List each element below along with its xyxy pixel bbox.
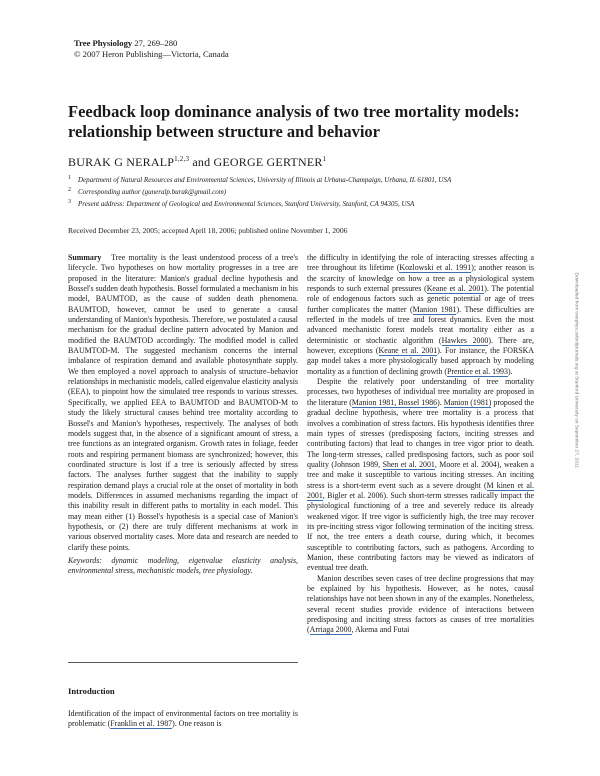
journal-header [74,38,229,60]
journal-name: Tree Physiology [74,38,133,48]
text-run: proposed the gradual decline hypothesis, where tree mortality is a process that involves a combination of stress factors. His hypothesis identifies three main types of stresses (predisposing factors, inciting stresses and contributing factors) that lead to changes in tree vigor prior to death. The long-term stresses, called predisposing factors, such as poor soil quality (Johnson 1989, [307,397,534,469]
intro-heading: Introduction [68,686,115,696]
right-column [307,253,534,636]
intro-text-1: Identification of the impact of environmental factors on tree mortality is problematic ( [68,708,298,729]
author-2-sup: 1 [322,155,327,163]
abstract [68,253,298,553]
paper-title: Feedback loop dominance analysis of two tree mortality models: relationship between structure and behavior [68,102,520,141]
text-run: , Moore et al. 2004), weaken a tree and make it susceptible to various inciting stresses. An inciting stress is a short-term event such as a severe drought ( [307,459,534,490]
citation-link[interactable]: Kozlowski et al. 1991 [399,263,472,273]
citation-link[interactable]: Franklin et al. 1987 [110,719,173,729]
author-1-sup: 1,2,3 [174,155,190,163]
author-line [68,155,326,170]
text-run: ). The potential role of endogenous factors such as genetic potential or age of trees further complicates the matter ( [307,284,535,314]
intro-text [68,701,298,737]
text-run: ); another reason is the scarcity of knowledge on how a tree as a physiological system responds to such external pressures ( [307,263,534,294]
text-run: Manion describes seven cases of tree decline progressions that may be explained by his hypothesis. However, as he notes, causal relationships have not been shown in any of the examples. Nonetheless, several recent studies provide evidence of interactions between predisposing and inciting stress factors as causes of tree mortalities ( [307,573,534,635]
download-stamp [571,270,581,610]
abstract-column [68,253,298,577]
affiliation-num: 2 [68,187,71,193]
author-2: and GEORGE GERTNER [189,155,323,169]
received-dates: Received December 23, 2005; accepted April 18, 2006; published online November 1, 2006 [68,226,348,235]
text-run: ). [437,397,444,407]
author-1: BURAK G NERALP [68,155,175,169]
keywords: Keywords: dynamic modeling, eigenvalue elasticity analysis, environmental stress, mechanistic models, tree physiology. [68,555,298,576]
text-run: the difficulty in identifying the role of interacting stresses affecting a tree throughout its lifetime ( [307,253,534,273]
citation-link[interactable]: Keane et al. 2001 [426,284,485,294]
affiliation-3 [68,200,538,209]
citation-link[interactable]: Keane et al. 2001 [378,346,438,356]
journal-volume: 27, 269–280 [132,38,178,48]
paragraph [307,574,534,636]
abstract-text: Tree mortality is the least understood process of a tree's lifecycle. Two hypotheses on how mortality progresses in a tree are proposed in the literature: Manion's gradual decline hypothesis and Bossel's sudden death hypothesis. Bossel formulated a mechanism in his model, BAUMTOD, as the cause of sudden death phenomena. BAUMTOD, however, cannot be used to generate a causal understanding of Manion's hypothesis. Therefore, we postulated a causal mechanism for the gradual decline pattern advocated by Manion and modified the BAUMTOD accordingly. The modified model is called BAUMTOD-M. The suggested mechanism concerns the internal imbalance of respiration demand and available photosynthate supply. We then employed a novel approach to analysis of structure–behavior relationships in mechanistic models, called eigenvalue elasticity analysis (EEA), to pinpoint how the simulated tree responds to various stresses. Specifically, we applied EEA to BAUMTOD and BAUMTOD-M to study the likely structural causes behind tree mortality according to Bossel's and Manion's hypotheses, respectively. The analyses of both models suggest that, in the absence of a significant amount of stress, a tree functions as an integrated organism. Growth rates in foliage, feeder roots and respiring permanent biomass are synchronized; however, this coordinated structure is lost if a tree is seriously affected by stress factors. The analyses further suggest that the inability to supply respiration demand plays a crucial role at the onset of mortality in both models. Differences in assumed mechanisms regarding the impact of this inability result in different paths to mortality in each model. This may mean either (1) Bossel's hypothesis is a special case of Manion's hypothesis, or (2) there are truly different mechanisms at work in various observed mortality cases. More data and research are needed to clarify these points. [68,253,299,552]
text-run: ). These difficulties are reflected in the models of tree and forest dynamics. Even the most advanced mechanistic forest models treat mortality either as a deterministic or stochastic algorithm ( [307,304,534,345]
download-stamp-text: Downloaded from treephys.oxfordjournals.org at Stanford University on September 27, 2011 [573,272,579,468]
text-run: Despite the relatively poor understanding of tree mortality processes, two hypotheses of individual tree mortality are proposed in the literature ( [307,377,534,407]
citation-link[interactable]: Arriaga 2000 [309,625,352,635]
intro-text-2: ). One reason is [172,719,222,729]
paragraph [307,253,534,377]
text-run: ). [507,366,513,376]
citation-link[interactable]: M kinen et al. 2001 [307,480,534,500]
abstract-label: Summary [68,253,102,262]
text-run: ). For instance, the FORSKA gap model takes a more physiologically based approach by modeling mortality as a function of declining growth ( [307,346,535,376]
abstract-divider [68,662,298,663]
copyright: © 2007 Heron Publishing—Victoria, Canada [74,49,229,59]
citation-link[interactable]: Hawkes 2000 [441,335,489,345]
affiliation-text: Department of Natural Resources and Environmental Sciences, University of Illinois at Urbana-Champaign, Urbana, IL 61801, USA [78,176,452,184]
affiliation-text: Corresponding author (guneralp.burak@gmail.com) [78,188,227,196]
citation-link[interactable]: Prentice et al. 1993 [447,366,508,376]
text-run: , Akema and Futai [351,625,410,635]
affiliation-1 [68,176,538,185]
citation-link[interactable]: Shen et al. 2001 [382,459,435,469]
affiliation-text: Present address: Department of Geological and Environmental Sciences, Stanford University, Stanford, CA 94305, USA [78,200,415,208]
text-run: ). There are, however, exceptions ( [307,335,535,356]
text-run: , Bigler et al. 2006). Such short-term stresses radically impact the physiological functioning of a tree and severely reduce its already weakened vigor. If tree vigor is sufficiently high, the tree may recover its pre-inciting stress vigor following termination of the inciting stress. If not, the tree enters a death course, during which, it becomes susceptible to contributing factors, such as pathogens. According to Manion, these contributing factors may be viewed as indicators of eventual tree death. [307,490,534,573]
affiliation-2 [68,188,538,197]
citation-link[interactable]: Manion (1981) [443,397,492,407]
citation-link[interactable]: Manion 1981, Bossel 1986 [351,397,438,407]
citation-link[interactable]: Manion 1981 [412,304,457,314]
affiliation-num: 3 [68,199,71,205]
affiliation-num: 1 [68,175,71,181]
paragraph [307,377,534,574]
